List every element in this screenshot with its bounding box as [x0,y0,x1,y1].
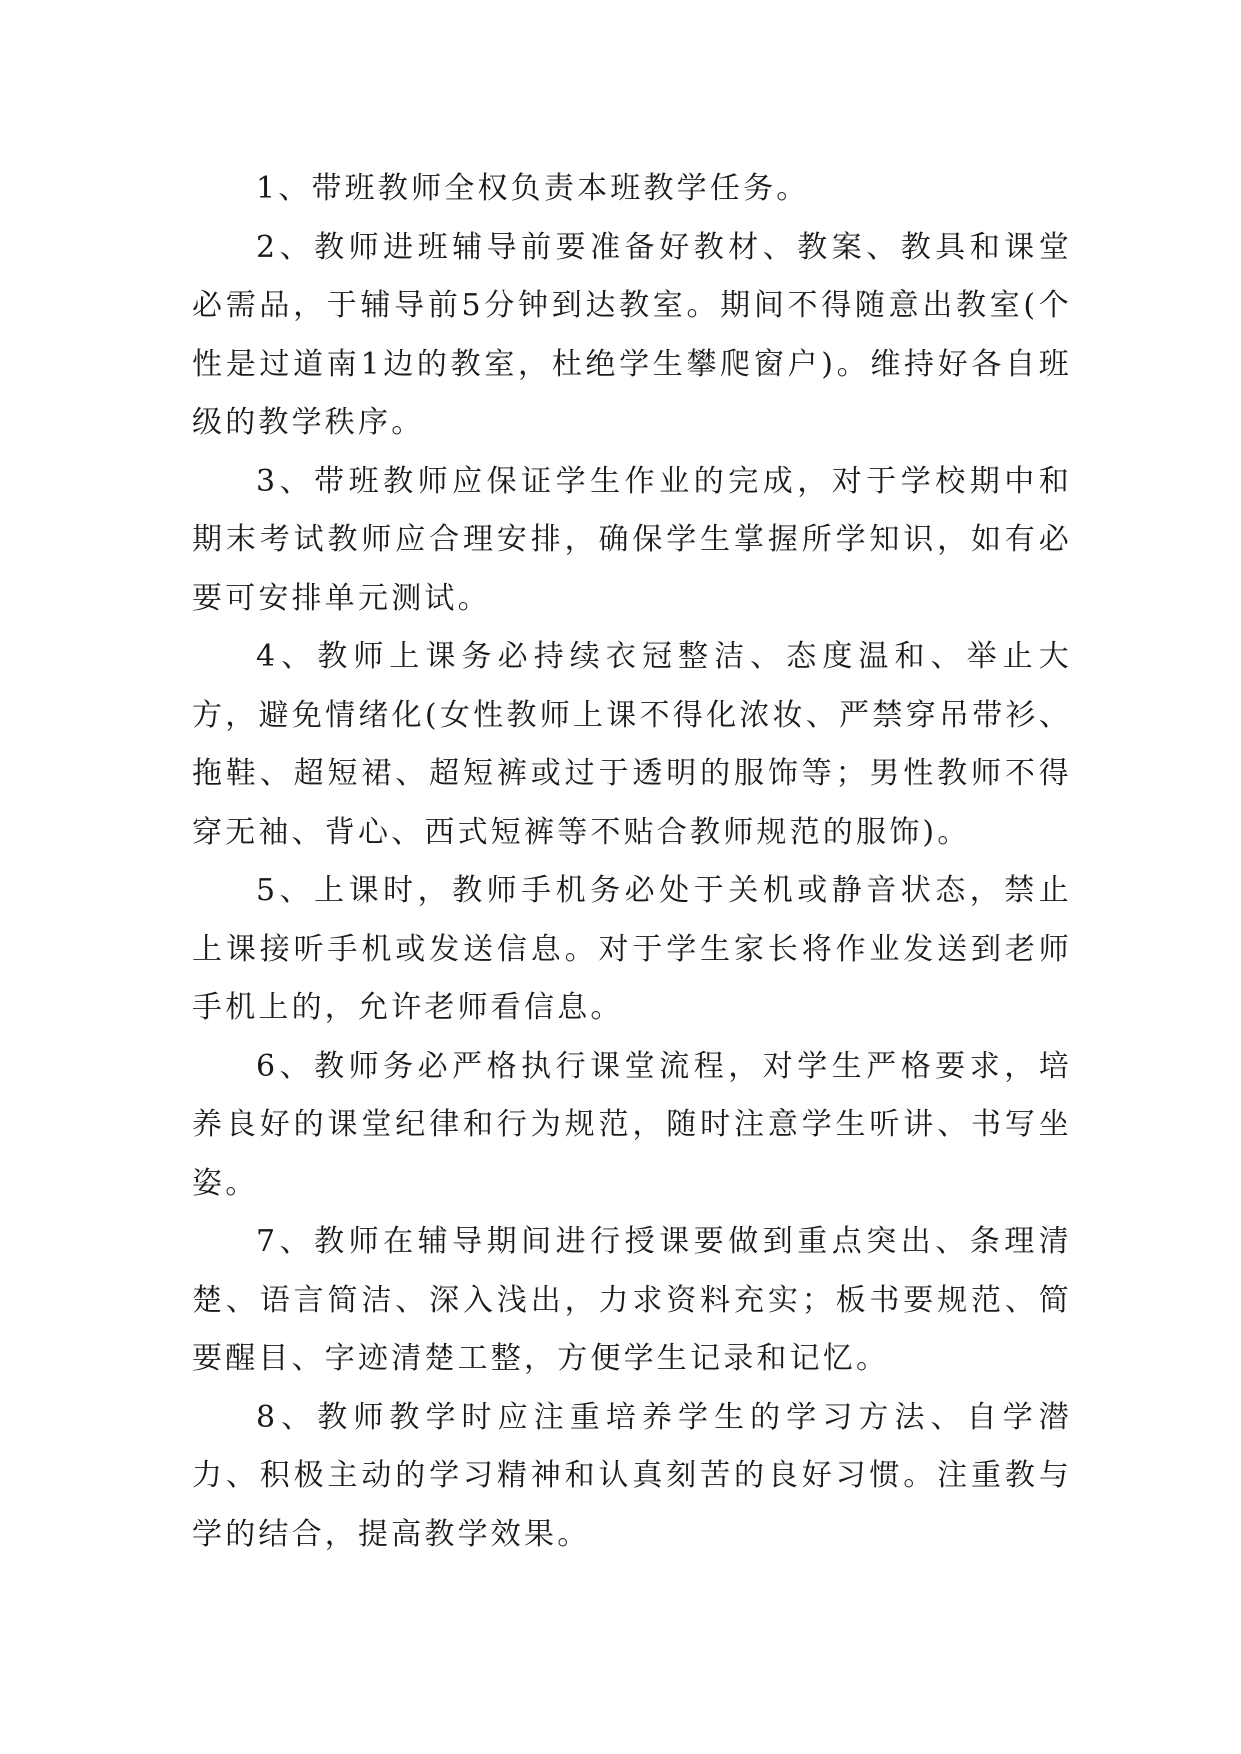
paragraph-1: 1、带班教师全权负责本班教学任务。 [256,171,810,206]
paragraph-6: 6、教师务必严格执行课堂流程，对学生严格要求，培养良好的课堂纪律和行为规范，随时注意学生听讲、书写坐姿。 [192,1048,1072,1201]
paragraph-5: 5、上课时，教师手机务必处于关机或静音状态，禁止上课接听手机或发送信息。对于学生家长将作业发送到老师手机上的，允许老师看信息。 [192,873,1072,1025]
paragraph-2: 2、教师进班辅导前要准备好教材、教案、教具和课堂必需品，于辅导前5分钟到达教室。期间不得随意出教室(个性是过道南1边的教室，杜绝学生攀爬窗户)。维持好各自班级的教学秩序。 [192,229,1072,440]
paragraph-8: 8、教师教学时应注重培养学生的学习方法、自学潜力、积极主动的学习精神和认真刻苦的良好习惯。注重教与学的结合，提高教学效果。 [192,1399,1072,1552]
paragraph-7: 7、教师在辅导期间进行授课要做到重点突出、条理清楚、语言简洁、深入浅出，力求资料充实；板书要规范、简要醒目、字迹清楚工整，方便学生记录和记忆。 [192,1224,1072,1376]
paragraph-3: 3、带班教师应保证学生作业的完成，对于学校期中和期末考试教师应合理安排，确保学生掌握所学知识，如有必要可安排单元测试。 [192,463,1072,616]
document-body [192,160,1072,1564]
paragraph-4: 4、教师上课务必持续衣冠整洁、态度温和、举止大方，避免情绪化(女性教师上课不得化浓妆、严禁穿吊带衫、拖鞋、超短裙、超短裤或过于透明的服饰等；男性教师不得穿无袖、背心、西式短裤等不贴合教师规范的服饰)。 [192,639,1072,850]
